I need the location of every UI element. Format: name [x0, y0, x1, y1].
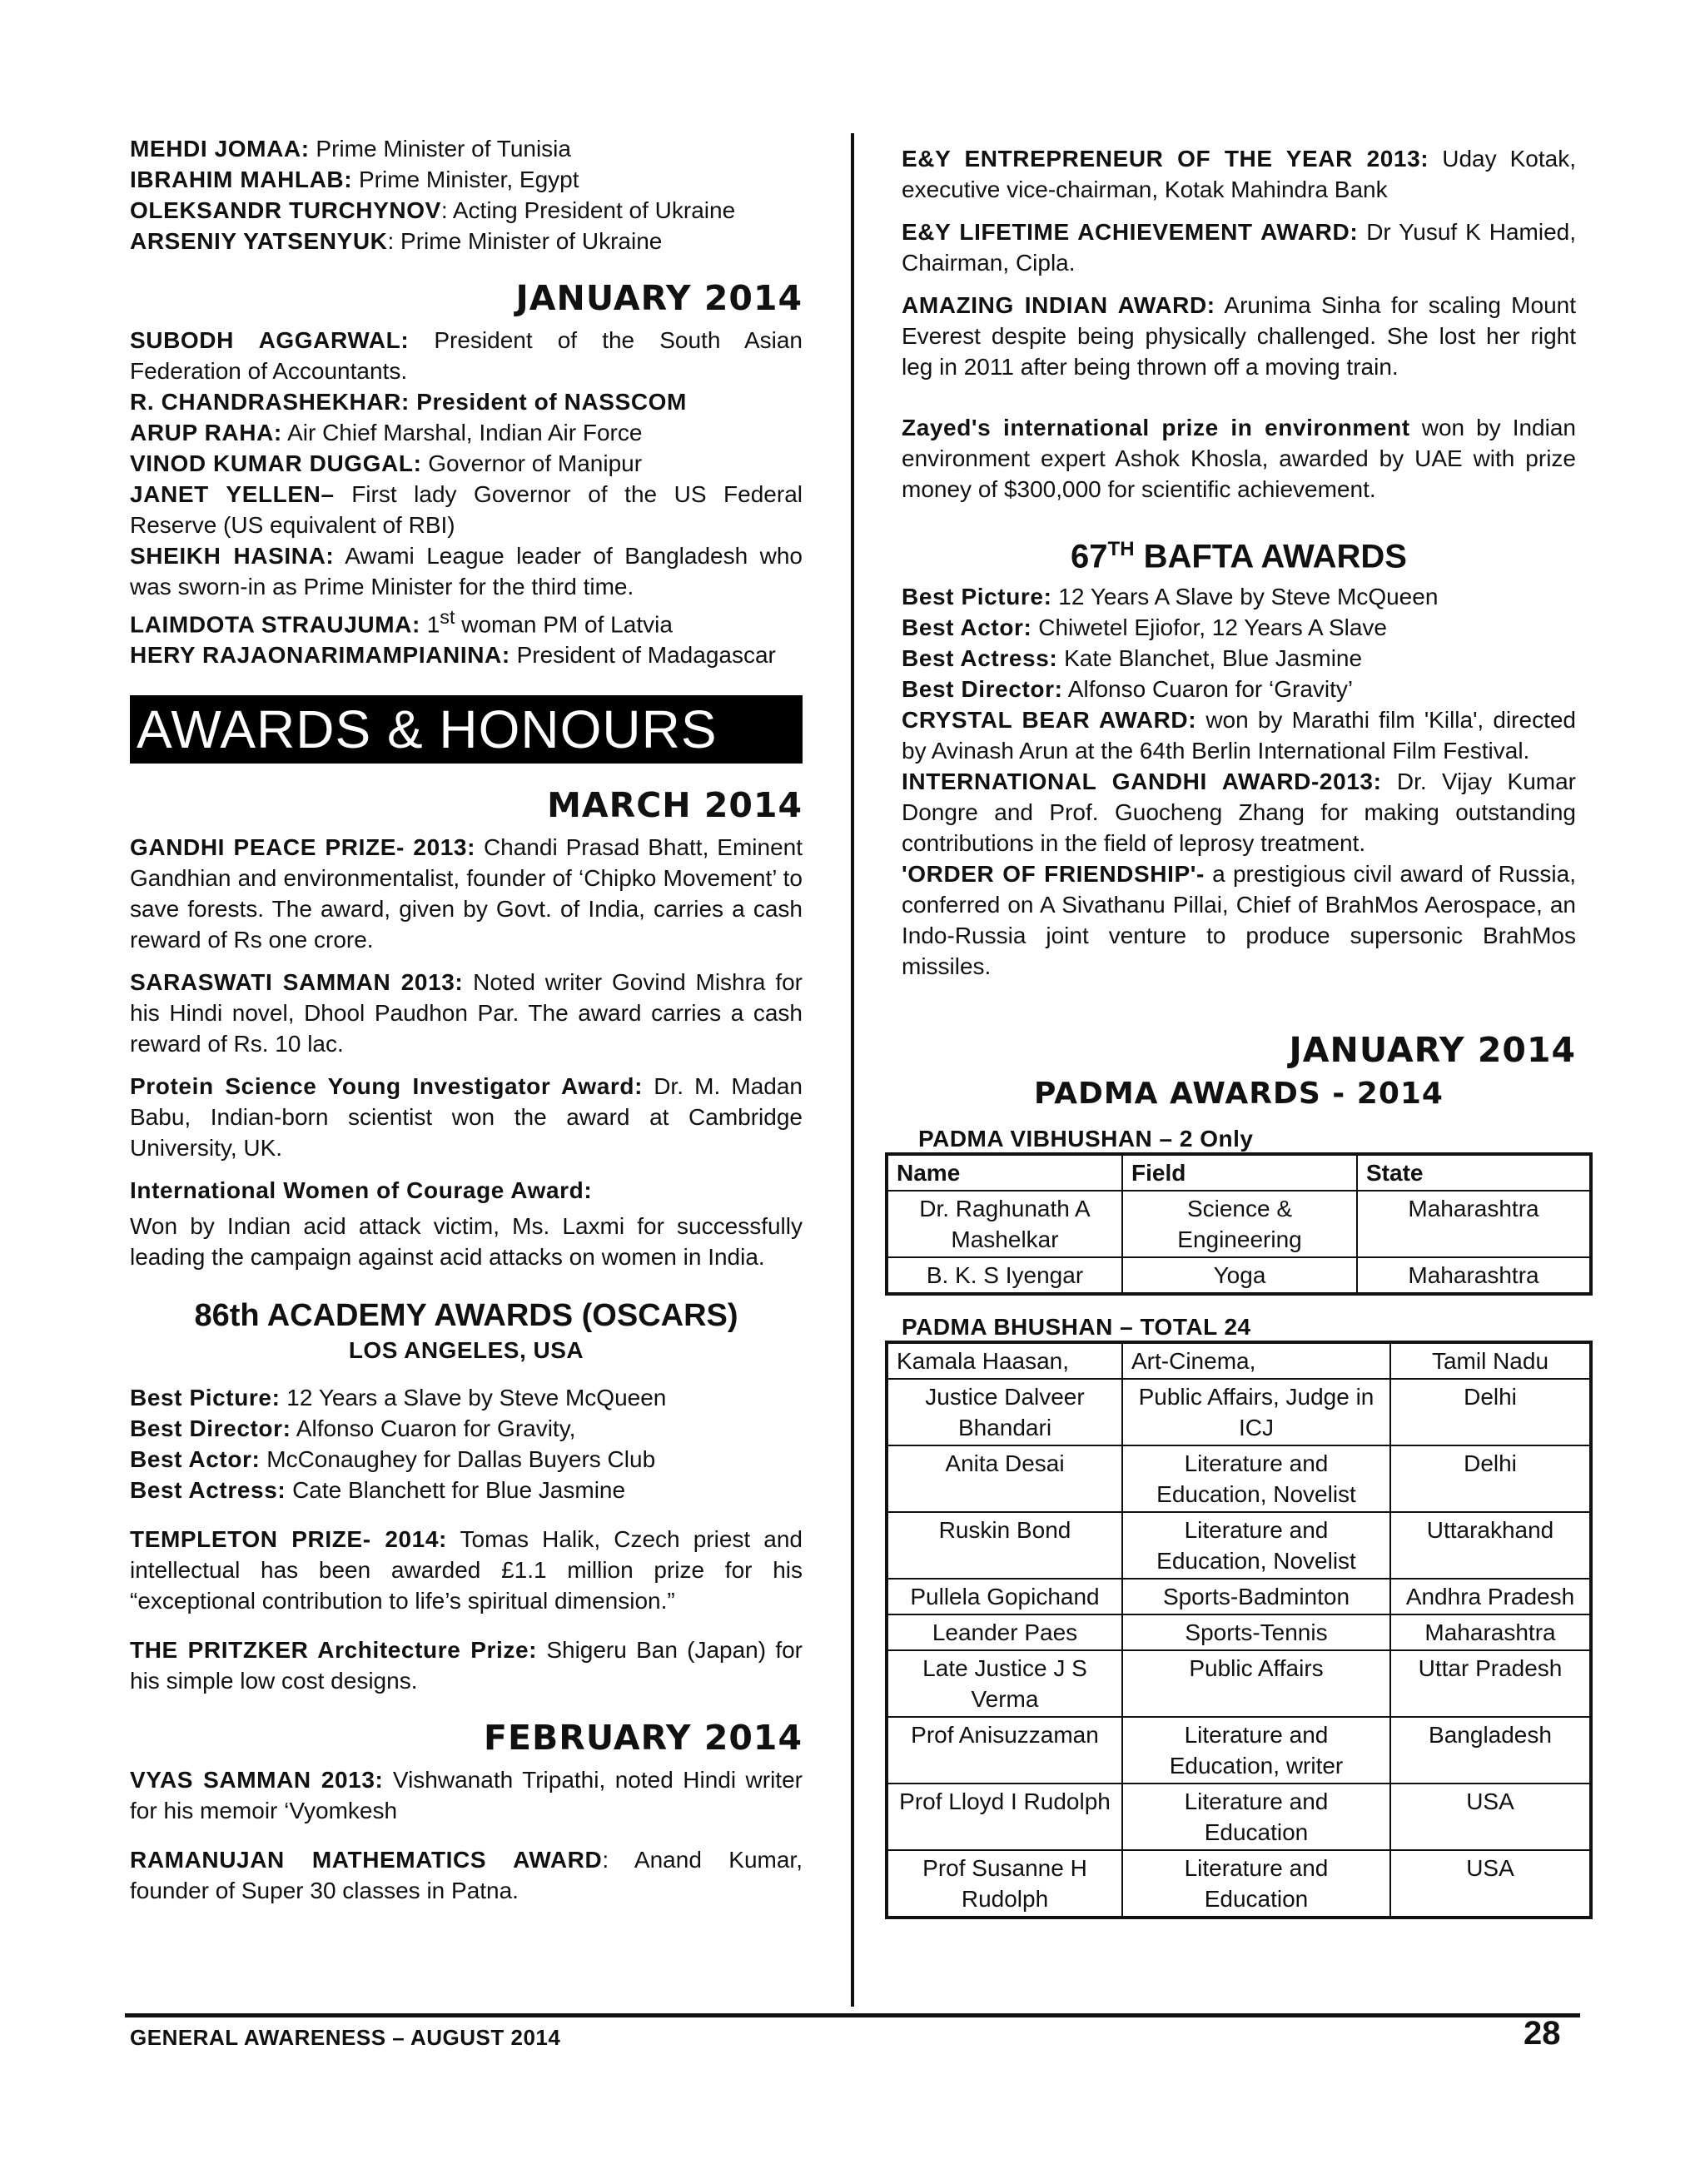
award-item: SARASWATI SAMMAN 2013: Noted writer Govind Mishra for his Hindi novel, Dhool Paudhon Par. The award carries a cash reward of Rs. 10 lac. — [130, 969, 803, 1057]
award-item: INTERNATIONAL GANDHI AWARD-2013: Dr. Vijay Kumar Dongre and Prof. Guocheng Zhang for making outstanding contributions in the field of leprosy treatment. — [902, 769, 1576, 857]
appointment-item: SUBODH AGGARWAL: President of the South Asian Federation of Accountants. — [130, 327, 803, 384]
column-header: Name — [887, 1154, 1122, 1191]
oscars-heading: 86th ACADEMY AWARDS (OSCARS) — [194, 1298, 738, 1334]
oscar-item: Best Director: Alfonso Cuaron for Gravity, — [130, 1415, 576, 1442]
table-row: Leander Paes Sports-Tennis Maharashtra — [887, 1614, 1591, 1650]
award-item: 'ORDER OF FRIENDSHIP'- a prestigious civil award of Russia, conferred on A Sivathanu Pillai, Chief of BrahMos Aerospace, an Indo-Russia joint venture to produce supersonic BrahMos missiles. — [902, 861, 1576, 980]
february-heading: FEBRUARY 2014 — [483, 1718, 803, 1759]
oscar-item: Best Actor: McConaughey for Dallas Buyers Club — [130, 1446, 656, 1473]
award-item: RAMANUJAN MATHEMATICS AWARD: Anand Kumar, founder of Super 30 classes in Patna. — [130, 1847, 803, 1904]
appointment-item: ARUP RAHA: Air Chief Marshal, Indian Air Force — [130, 420, 643, 445]
footer-rule — [125, 2013, 1580, 2017]
table-row: Kamala Haasan, Art-Cinema, Tamil Nadu — [887, 1342, 1591, 1379]
award-item: Zayed's international prize in environment won by Indian environment expert Ashok Khosla, awarded by UAE with prize money of $300,000 for scientific achievement. — [902, 415, 1576, 502]
table-row: Pullela Gopichand Sports-Badminton Andhra Pradesh — [887, 1579, 1591, 1614]
column-divider — [851, 133, 854, 2007]
footer-publication: GENERAL AWARENESS – AUGUST 2014 — [130, 2025, 561, 2050]
appointment-item: JANET YELLEN– First lady Governor of the US Federal Reserve (US equivalent of RBI) — [130, 481, 803, 538]
appointment-item: HERY RAJAONARIMAMPIANINA: President of Madagascar — [130, 642, 776, 669]
bafta-item: Best Picture: 12 Years A Slave by Steve McQueen — [902, 584, 1439, 610]
award-item: E&Y ENTREPRENEUR OF THE YEAR 2013: Uday Kotak, executive vice-chairman, Kotak Mahindra Bank — [902, 146, 1577, 202]
january-padma-heading: JANUARY 2014 — [1289, 1030, 1576, 1071]
appointment-item: VINOD KUMAR DUGGAL: Governor of Manipur — [130, 450, 643, 476]
bafta-item: Best Director: Alfonso Cuaron for ‘Gravity’ — [902, 676, 1354, 703]
table-row: Prof Anisuzzaman Literature and Education, writer Bangladesh — [887, 1717, 1591, 1784]
table-row: Late Justice J S Verma Public Affairs Uttar Pradesh — [887, 1650, 1591, 1717]
leader-item: ARSENIY YATSENYUK: Prime Minister of Ukraine — [130, 228, 663, 254]
padma-title: PADMA AWARDS - 2014 — [1034, 1077, 1444, 1112]
bafta-item: Best Actor: Chiwetel Ejiofor, 12 Years A Slave — [902, 614, 1387, 641]
table-row: Anita Desai Literature and Education, Novelist Delhi — [887, 1445, 1591, 1512]
award-item: AMAZING INDIAN AWARD: Arunima Sinha for scaling Mount Everest despite being physically challenged. She lost her right leg in 2011 after being thrown off a moving train. — [902, 292, 1576, 380]
leaders-list — [130, 133, 803, 256]
vibhushan-caption: PADMA VIBHUSHAN – 2 Only — [918, 1126, 1254, 1152]
leader-item: OLEKSANDR TURCHYNOV: Acting President of Ukraine — [130, 197, 736, 223]
table-header-row — [887, 1154, 1591, 1191]
oscar-item: Best Picture: 12 Years a Slave by Steve McQueen — [130, 1385, 667, 1411]
table-row: Dr. Raghunath A Mashelkar Science & Engineering Maharashtra — [887, 1191, 1591, 1257]
award-item: VYAS SAMMAN 2013: Vishwanath Tripathi, noted Hindi writer for his memoir ‘Vyomkesh — [130, 1767, 803, 1824]
bafta-item: Best Actress: Kate Blanchet, Blue Jasmine — [902, 645, 1363, 672]
award-item: E&Y LIFETIME ACHIEVEMENT AWARD: Dr Yusuf K Hamied, Chairman, Cipla. — [902, 219, 1577, 276]
oscar-item: Best Actress: Cate Blanchett for Blue Jasmine — [130, 1477, 626, 1504]
award-item: CRYSTAL BEAR AWARD: won by Marathi film 'Killa', directed by Avinash Arun at the 64th Berlin International Film Festival. — [902, 707, 1576, 764]
column-header: State — [1357, 1154, 1591, 1191]
award-item: GANDHI PEACE PRIZE- 2013: Chandi Prasad Bhatt, Eminent Gandhian and environmentalist, founder of ‘Chipko Movement’ to save forests. The award, given by Govt. of India, carries a cash reward of Rs one crore. — [130, 834, 803, 953]
award-item: TEMPLETON PRIZE- 2014: Tomas Halik, Czech priest and intellectual has been awarded £1.1 million prize for his “exceptional contribution to life’s spiritual dimension.” — [130, 1526, 803, 1614]
column-header: Field — [1122, 1154, 1357, 1191]
award-item: THE PRITZKER Architecture Prize: Shigeru Ban (Japan) for his simple low cost designs. — [130, 1637, 803, 1694]
appointment-item: LAIMDOTA STRAUJUMA: 1st woman PM of Latvia — [130, 606, 673, 638]
vibhushan-table — [885, 1152, 1593, 1296]
table-row: Ruskin Bond Literature and Education, Novelist Uttarakhand — [887, 1512, 1591, 1579]
bafta-heading: 67TH BAFTA AWARDS — [1071, 538, 1407, 575]
oscars-subheading: LOS ANGELES, USA — [348, 1337, 584, 1364]
table-row: Prof Susanne H Rudolph Literature and Education USA — [887, 1850, 1591, 1918]
award-item: Protein Science Young Investigator Award: Dr. M. Madan Babu, Indian-born scientist won the award at Cambridge University, UK. — [130, 1073, 803, 1162]
march-heading: MARCH 2014 — [547, 785, 803, 826]
table-row: B. K. S Iyengar Yoga Maharashtra — [887, 1257, 1591, 1294]
table-row: Prof Lloyd I Rudolph Literature and Education USA — [887, 1784, 1591, 1850]
award-text: Won by Indian acid attack victim, Ms. Laxmi for successfully leading the campaign against acid attacks on women in India. — [130, 1213, 803, 1271]
january-heading: JANUARY 2014 — [515, 278, 803, 318]
award-title: International Women of Courage Award: — [130, 1177, 593, 1204]
bhushan-caption: PADMA BHUSHAN – TOTAL 24 — [902, 1314, 1251, 1341]
bhushan-table — [885, 1341, 1593, 1919]
page-number: 28 — [1524, 2015, 1561, 2052]
appointment-item: R. CHANDRASHEKHAR: President of NASSCOM — [130, 389, 687, 415]
table-row: Justice Dalveer Bhandari Public Affairs, Judge in ICJ Delhi — [887, 1379, 1591, 1445]
leader-item: IBRAHIM MAHLAB: Prime Minister, Egypt — [130, 167, 579, 192]
right-column — [897, 143, 1577, 1919]
appointment-item: SHEIKH HASINA: Awami League leader of Bangladesh who was sworn-in as Prime Minister for the third time. — [130, 543, 803, 599]
section-banner: AWARDS & HONOURS — [130, 695, 803, 764]
left-column — [130, 133, 803, 1906]
leader-item: MEHDI JOMAA: Prime Minister of Tunisia — [130, 136, 571, 162]
